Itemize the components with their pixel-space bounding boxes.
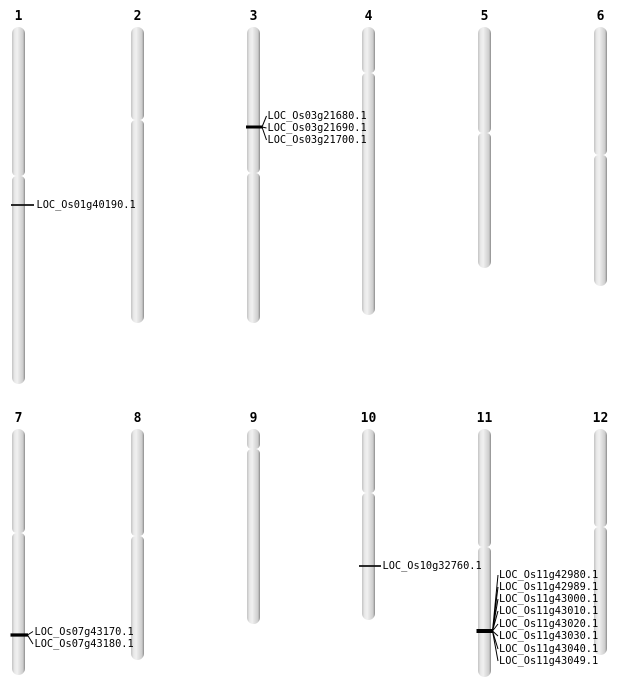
gene-label-chr11: LOC_Os11g42989.1 xyxy=(499,581,599,593)
chromosome-9-q-arm xyxy=(247,449,260,624)
chromosome-2 xyxy=(131,9,144,323)
chromosome-1-p-arm xyxy=(12,27,25,176)
chromosome-11-number: 11 xyxy=(476,411,493,426)
gene-label-chr11: LOC_Os11g43049.1 xyxy=(499,655,599,667)
chromosome-5-p-arm xyxy=(478,27,491,133)
chromosome-7-q-arm xyxy=(12,533,25,675)
chromosome-6-number: 6 xyxy=(596,9,605,24)
chromosome-10-p-arm xyxy=(362,429,375,493)
chromosome-1 xyxy=(12,9,25,384)
gene-label-chr11: LOC_Os11g42980.1 xyxy=(499,569,599,581)
chromosome-11-p-arm xyxy=(478,429,491,547)
chromosome-7 xyxy=(12,411,25,675)
gene-label-chr1: LOC_Os01g40190.1 xyxy=(36,199,136,211)
connector-fan-chr7 xyxy=(28,632,34,645)
chromosome-2-q-arm xyxy=(131,120,144,323)
chromosome-3-number: 3 xyxy=(249,9,258,24)
chromosome-1-q-arm xyxy=(12,176,25,384)
gene-label-chr11: LOC_Os11g43040.1 xyxy=(499,643,599,655)
gene-label-chr11: LOC_Os11g43020.1 xyxy=(499,618,599,630)
chromosome-4-number: 4 xyxy=(364,9,373,24)
chromosome-7-number: 7 xyxy=(14,411,23,426)
chromosome-5-q-arm xyxy=(478,133,491,268)
chromosome-8-number: 8 xyxy=(133,411,142,426)
chromosome-6 xyxy=(594,9,607,286)
chromosome-5 xyxy=(478,9,491,268)
gene-label-chr7: LOC_Os07g43170.1 xyxy=(34,625,134,638)
chromosome-10-number: 10 xyxy=(360,411,377,426)
chromosome-1-number: 1 xyxy=(14,9,23,24)
chromosome-5-number: 5 xyxy=(480,9,489,24)
gene-label-chr11: LOC_Os11g43010.1 xyxy=(499,605,599,617)
chromosome-11 xyxy=(476,411,493,677)
chromosome-4-p-arm xyxy=(362,27,375,73)
chromosome-9-p-arm xyxy=(247,429,260,449)
chromosome-12-p-arm xyxy=(594,429,607,527)
chromosome-6-q-arm xyxy=(594,155,607,286)
chromosome-6-p-arm xyxy=(594,27,607,155)
chromosome-3 xyxy=(247,9,260,323)
gene-label-chr3: LOC_Os03g21680.1 xyxy=(267,110,367,122)
chromosome-9-number: 9 xyxy=(249,411,258,426)
gene-label-chr7: LOC_Os07g43180.1 xyxy=(34,638,134,650)
chromosome-2-p-arm xyxy=(131,27,144,120)
connector-fan-chr3 xyxy=(262,116,267,140)
chromosome-7-p-arm xyxy=(12,429,25,533)
gene-label-chr11: LOC_Os11g43000.1 xyxy=(499,593,599,605)
chromosome-9 xyxy=(247,411,260,624)
chromosome-8-p-arm xyxy=(131,429,144,536)
chromosome-10 xyxy=(360,411,377,620)
gene-label-chr11: LOC_Os11g43030.1 xyxy=(499,630,599,642)
connector-fan-chr11 xyxy=(493,575,499,661)
chromosome-4 xyxy=(362,9,375,315)
chromosome-10-q-arm xyxy=(362,493,375,620)
chromosome-3-q-arm xyxy=(247,173,260,323)
chromosome-3-p-arm xyxy=(247,27,260,173)
gene-label-chr3: LOC_Os03g21690.1 xyxy=(267,122,367,134)
chromosome-12-number: 12 xyxy=(592,411,609,426)
gene-label-chr3: LOC_Os03g21700.1 xyxy=(267,134,367,146)
gene-label-chr10: LOC_Os10g32760.1 xyxy=(382,560,482,572)
chromosome-2-number: 2 xyxy=(133,9,142,24)
